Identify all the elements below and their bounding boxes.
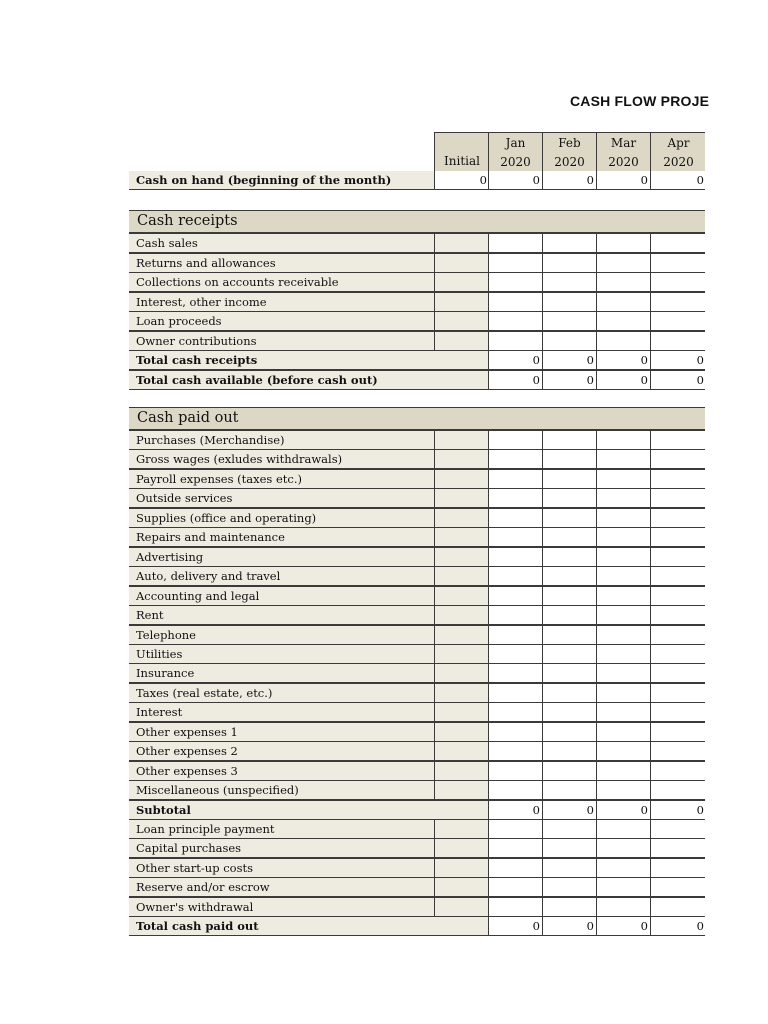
row-label: Other expenses 3 xyxy=(129,761,436,781)
month-label: Mar xyxy=(610,136,637,150)
value-cell[interactable] xyxy=(596,605,651,625)
value-cell[interactable] xyxy=(596,311,651,331)
value-cell[interactable] xyxy=(488,508,543,528)
row-label: Loan principle payment xyxy=(129,819,436,839)
value-cell[interactable] xyxy=(542,702,597,722)
initial-cell[interactable] xyxy=(434,761,490,781)
cash-paid-out-section xyxy=(129,407,705,937)
value-cell[interactable] xyxy=(596,449,651,469)
value-cell[interactable] xyxy=(542,547,597,567)
total-cash-receipts-row xyxy=(129,351,705,371)
total-label: Total cash available (before cash out) xyxy=(129,370,490,390)
value-cell[interactable] xyxy=(542,838,597,858)
value-cell[interactable] xyxy=(542,508,597,528)
total-value[interactable]: 0 xyxy=(650,350,705,370)
total-cash-paid-out-row xyxy=(129,917,705,937)
value-cell[interactable] xyxy=(596,488,651,508)
table-row xyxy=(129,781,705,801)
row-label: Other start-up costs xyxy=(129,858,436,878)
row-label: Loan proceeds xyxy=(129,311,436,331)
total-value[interactable]: 0 xyxy=(488,350,543,370)
value-cell[interactable] xyxy=(650,311,705,331)
value-cell[interactable] xyxy=(542,605,597,625)
value-cell[interactable] xyxy=(542,527,597,547)
value-cell[interactable] xyxy=(542,722,597,742)
value-cell[interactable] xyxy=(650,683,705,703)
value-cell[interactable] xyxy=(650,547,705,567)
table-row xyxy=(129,509,705,529)
value-cell[interactable] xyxy=(596,508,651,528)
value-cell[interactable] xyxy=(650,722,705,742)
table-row xyxy=(129,898,705,918)
row-label: Interest xyxy=(129,702,436,722)
table-row xyxy=(129,234,705,254)
total-value[interactable]: 0 xyxy=(542,350,597,370)
table-row xyxy=(129,723,705,743)
initial-cell[interactable] xyxy=(434,311,490,331)
value-cell[interactable] xyxy=(488,311,543,331)
value-cell[interactable] xyxy=(650,858,705,878)
value-cell[interactable] xyxy=(596,663,651,683)
initial-cell[interactable]: 0 xyxy=(434,171,490,190)
total-value[interactable]: 0 xyxy=(488,916,543,936)
row-label: Owner's withdrawal xyxy=(129,897,436,917)
table-row xyxy=(129,645,705,665)
value-cell[interactable] xyxy=(596,430,651,450)
value-cell[interactable] xyxy=(542,449,597,469)
value-cell[interactable] xyxy=(596,586,651,606)
value-cell[interactable] xyxy=(596,780,651,800)
table-row xyxy=(129,820,705,840)
value-cell[interactable] xyxy=(596,331,651,351)
initial-cell[interactable] xyxy=(434,625,490,645)
initial-cell[interactable] xyxy=(434,663,490,683)
total-value[interactable]: 0 xyxy=(542,800,597,820)
initial-cell[interactable] xyxy=(434,741,490,761)
value-cell[interactable] xyxy=(596,819,651,839)
value-cell[interactable] xyxy=(650,605,705,625)
initial-cell[interactable] xyxy=(434,566,490,586)
value-cell[interactable] xyxy=(488,644,543,664)
value-cell[interactable] xyxy=(488,430,543,450)
initial-cell[interactable] xyxy=(434,488,490,508)
table-row xyxy=(129,431,705,451)
row-label: Gross wages (exludes withdrawals) xyxy=(129,449,436,469)
value-cell[interactable] xyxy=(542,292,597,312)
row-label: Outside services xyxy=(129,488,436,508)
page-title: CASH FLOW PROJE xyxy=(570,93,710,109)
row-label: Interest, other income xyxy=(129,292,436,312)
initial-cell[interactable] xyxy=(434,838,490,858)
value-cell[interactable] xyxy=(650,253,705,273)
row-label: Accounting and legal xyxy=(129,586,436,606)
row-label: Other expenses 1 xyxy=(129,722,436,742)
value-cell[interactable] xyxy=(488,331,543,351)
value-cell[interactable]: 0 xyxy=(650,171,705,190)
row-label: Miscellaneous (unspecified) xyxy=(129,780,436,800)
section-heading: Cash receipts xyxy=(129,210,705,233)
value-cell[interactable] xyxy=(596,838,651,858)
table-row xyxy=(129,567,705,587)
value-cell[interactable] xyxy=(488,253,543,273)
value-cell[interactable] xyxy=(542,819,597,839)
table-row xyxy=(129,606,705,626)
value-cell[interactable] xyxy=(596,233,651,253)
table-row xyxy=(129,664,705,684)
value-cell[interactable] xyxy=(488,702,543,722)
total-value[interactable]: 0 xyxy=(650,916,705,936)
value-cell[interactable] xyxy=(596,877,651,897)
value-cell[interactable] xyxy=(596,527,651,547)
initial-cell[interactable] xyxy=(434,527,490,547)
row-label: Owner contributions xyxy=(129,331,436,351)
initial-cell[interactable] xyxy=(434,858,490,878)
cash-receipts-section xyxy=(129,210,705,390)
table-row xyxy=(129,293,705,313)
value-cell[interactable] xyxy=(650,838,705,858)
total-value[interactable]: 0 xyxy=(488,370,543,390)
value-cell[interactable] xyxy=(542,780,597,800)
value-cell[interactable] xyxy=(542,741,597,761)
table-row xyxy=(129,312,705,332)
value-cell[interactable] xyxy=(596,292,651,312)
table-row xyxy=(129,548,705,568)
initial-cell[interactable] xyxy=(434,547,490,567)
value-cell[interactable] xyxy=(596,272,651,292)
value-cell[interactable] xyxy=(488,605,543,625)
row-label: Purchases (Merchandise) xyxy=(129,430,436,450)
value-cell[interactable] xyxy=(488,488,543,508)
value-cell[interactable] xyxy=(488,625,543,645)
value-cell[interactable] xyxy=(488,683,543,703)
value-cell[interactable] xyxy=(596,625,651,645)
initial-cell[interactable] xyxy=(434,469,490,489)
value-cell[interactable] xyxy=(488,469,543,489)
total-value[interactable]: 0 xyxy=(542,370,597,390)
row-label: Cash on hand (beginning of the month) xyxy=(129,171,436,190)
value-cell[interactable] xyxy=(596,858,651,878)
value-cell[interactable] xyxy=(488,838,543,858)
value-cell[interactable] xyxy=(542,877,597,897)
table-row xyxy=(129,450,705,470)
total-value[interactable]: 0 xyxy=(596,916,651,936)
row-label: Supplies (office and operating) xyxy=(129,508,436,528)
initial-cell[interactable] xyxy=(434,233,490,253)
value-cell[interactable] xyxy=(542,566,597,586)
value-cell[interactable] xyxy=(542,663,597,683)
row-label: Capital purchases xyxy=(129,838,436,858)
value-cell[interactable] xyxy=(650,586,705,606)
initial-cell[interactable] xyxy=(434,586,490,606)
value-cell[interactable] xyxy=(542,469,597,489)
initial-cell[interactable] xyxy=(434,780,490,800)
value-cell[interactable] xyxy=(650,702,705,722)
value-cell[interactable] xyxy=(542,233,597,253)
value-cell[interactable] xyxy=(542,683,597,703)
row-label: Telephone xyxy=(129,625,436,645)
total-label: Total cash receipts xyxy=(129,350,490,370)
value-cell[interactable] xyxy=(650,897,705,917)
initial-cell[interactable] xyxy=(434,644,490,664)
value-cell[interactable] xyxy=(488,566,543,586)
value-cell[interactable] xyxy=(542,488,597,508)
value-cell[interactable] xyxy=(542,897,597,917)
total-value[interactable]: 0 xyxy=(650,370,705,390)
value-cell[interactable] xyxy=(488,780,543,800)
table-row xyxy=(129,878,705,898)
value-cell[interactable] xyxy=(542,644,597,664)
value-cell[interactable] xyxy=(542,253,597,273)
initial-cell[interactable] xyxy=(434,449,490,469)
value-cell[interactable] xyxy=(488,527,543,547)
initial-cell[interactable] xyxy=(434,331,490,351)
table-row xyxy=(129,273,705,293)
total-value[interactable]: 0 xyxy=(650,800,705,820)
value-cell[interactable] xyxy=(650,819,705,839)
table-row xyxy=(129,489,705,509)
value-cell[interactable] xyxy=(650,292,705,312)
value-cell[interactable] xyxy=(488,877,543,897)
table-row xyxy=(129,332,705,352)
total-value[interactable]: 0 xyxy=(596,800,651,820)
total-label: Subtotal xyxy=(129,800,490,820)
value-cell[interactable] xyxy=(650,449,705,469)
row-label: Repairs and maintenance xyxy=(129,527,436,547)
value-cell[interactable] xyxy=(542,761,597,781)
year-label: 2020 xyxy=(608,155,639,169)
value-cell[interactable] xyxy=(488,897,543,917)
row-label: Returns and allowances xyxy=(129,253,436,273)
value-cell[interactable] xyxy=(596,253,651,273)
value-cell[interactable]: 0 xyxy=(542,171,597,190)
table-row xyxy=(129,703,705,723)
value-cell[interactable] xyxy=(488,761,543,781)
table-row xyxy=(129,254,705,274)
initial-cell[interactable] xyxy=(434,253,490,273)
month-label: Feb xyxy=(558,136,581,150)
value-cell[interactable] xyxy=(650,877,705,897)
row-label: Reserve and/or escrow xyxy=(129,877,436,897)
row-label: Advertising xyxy=(129,547,436,567)
value-cell[interactable]: 0 xyxy=(596,171,651,190)
value-cell[interactable] xyxy=(488,547,543,567)
table-row xyxy=(129,859,705,879)
row-label: Auto, delivery and travel xyxy=(129,566,436,586)
value-cell[interactable] xyxy=(596,702,651,722)
value-cell[interactable] xyxy=(542,586,597,606)
row-label: Rent xyxy=(129,605,436,625)
value-cell[interactable] xyxy=(596,722,651,742)
total-cash-available-row xyxy=(129,371,705,390)
initial-cell[interactable] xyxy=(434,877,490,897)
value-cell[interactable] xyxy=(542,625,597,645)
value-cell[interactable] xyxy=(650,644,705,664)
total-value[interactable]: 0 xyxy=(542,916,597,936)
value-cell[interactable] xyxy=(488,449,543,469)
initial-cell[interactable] xyxy=(434,272,490,292)
month-label: Jan xyxy=(505,136,526,150)
row-label: Collections on accounts receivable xyxy=(129,272,436,292)
value-cell[interactable] xyxy=(488,819,543,839)
row-label: Payroll expenses (taxes etc.) xyxy=(129,469,436,489)
row-label: Other expenses 2 xyxy=(129,741,436,761)
table-row xyxy=(129,470,705,490)
total-label: Total cash paid out xyxy=(129,916,490,936)
value-cell[interactable] xyxy=(488,233,543,253)
value-cell[interactable] xyxy=(488,586,543,606)
row-label: Taxes (real estate, etc.) xyxy=(129,683,436,703)
value-cell[interactable] xyxy=(488,858,543,878)
table-row xyxy=(129,528,705,548)
value-cell[interactable] xyxy=(650,430,705,450)
value-cell[interactable] xyxy=(596,469,651,489)
column-header-initial: Initial xyxy=(434,132,490,190)
value-cell[interactable] xyxy=(650,625,705,645)
value-cell[interactable] xyxy=(488,272,543,292)
value-cell[interactable] xyxy=(488,292,543,312)
value-cell[interactable] xyxy=(596,644,651,664)
value-cell[interactable] xyxy=(650,469,705,489)
value-cell[interactable] xyxy=(542,311,597,331)
value-cell[interactable] xyxy=(650,761,705,781)
value-cell[interactable]: 0 xyxy=(488,171,543,190)
value-cell[interactable] xyxy=(650,331,705,351)
value-cell[interactable] xyxy=(650,780,705,800)
value-cell[interactable] xyxy=(542,272,597,292)
initial-cell[interactable] xyxy=(434,722,490,742)
year-label: 2020 xyxy=(663,155,694,169)
initial-cell[interactable] xyxy=(434,897,490,917)
value-cell[interactable] xyxy=(650,233,705,253)
initial-cell[interactable] xyxy=(434,683,490,703)
total-value[interactable]: 0 xyxy=(596,370,651,390)
value-cell[interactable] xyxy=(650,488,705,508)
value-cell[interactable] xyxy=(596,683,651,703)
row-label: Utilities xyxy=(129,644,436,664)
year-label: 2020 xyxy=(500,155,531,169)
value-cell[interactable] xyxy=(650,508,705,528)
table-row xyxy=(129,839,705,859)
value-cell[interactable] xyxy=(596,566,651,586)
table-row xyxy=(129,587,705,607)
initial-cell[interactable] xyxy=(434,702,490,722)
value-cell[interactable] xyxy=(542,858,597,878)
value-cell[interactable] xyxy=(650,272,705,292)
section-heading: Cash paid out xyxy=(129,407,705,430)
total-value[interactable]: 0 xyxy=(596,350,651,370)
table-row xyxy=(129,626,705,646)
row-label: Insurance xyxy=(129,663,436,683)
initial-cell[interactable] xyxy=(434,605,490,625)
initial-cell[interactable] xyxy=(434,508,490,528)
row-label: Cash sales xyxy=(129,233,436,253)
value-cell[interactable] xyxy=(596,897,651,917)
value-cell[interactable] xyxy=(596,547,651,567)
value-cell[interactable] xyxy=(488,741,543,761)
month-label: Apr xyxy=(667,136,690,150)
value-cell[interactable] xyxy=(542,331,597,351)
value-cell[interactable] xyxy=(596,741,651,761)
value-cell[interactable] xyxy=(542,430,597,450)
value-cell[interactable] xyxy=(650,663,705,683)
value-cell[interactable] xyxy=(650,741,705,761)
subtotal-row xyxy=(129,801,705,821)
initial-cell[interactable] xyxy=(434,292,490,312)
value-cell[interactable] xyxy=(650,566,705,586)
value-cell[interactable] xyxy=(488,722,543,742)
cash-on-hand-row xyxy=(129,171,705,191)
value-cell[interactable] xyxy=(596,761,651,781)
table-row xyxy=(129,684,705,704)
table-row xyxy=(129,742,705,762)
value-cell[interactable] xyxy=(488,663,543,683)
initial-cell[interactable] xyxy=(434,430,490,450)
year-label: 2020 xyxy=(554,155,585,169)
total-value[interactable]: 0 xyxy=(488,800,543,820)
table-row xyxy=(129,762,705,782)
initial-cell[interactable] xyxy=(434,819,490,839)
value-cell[interactable] xyxy=(650,527,705,547)
